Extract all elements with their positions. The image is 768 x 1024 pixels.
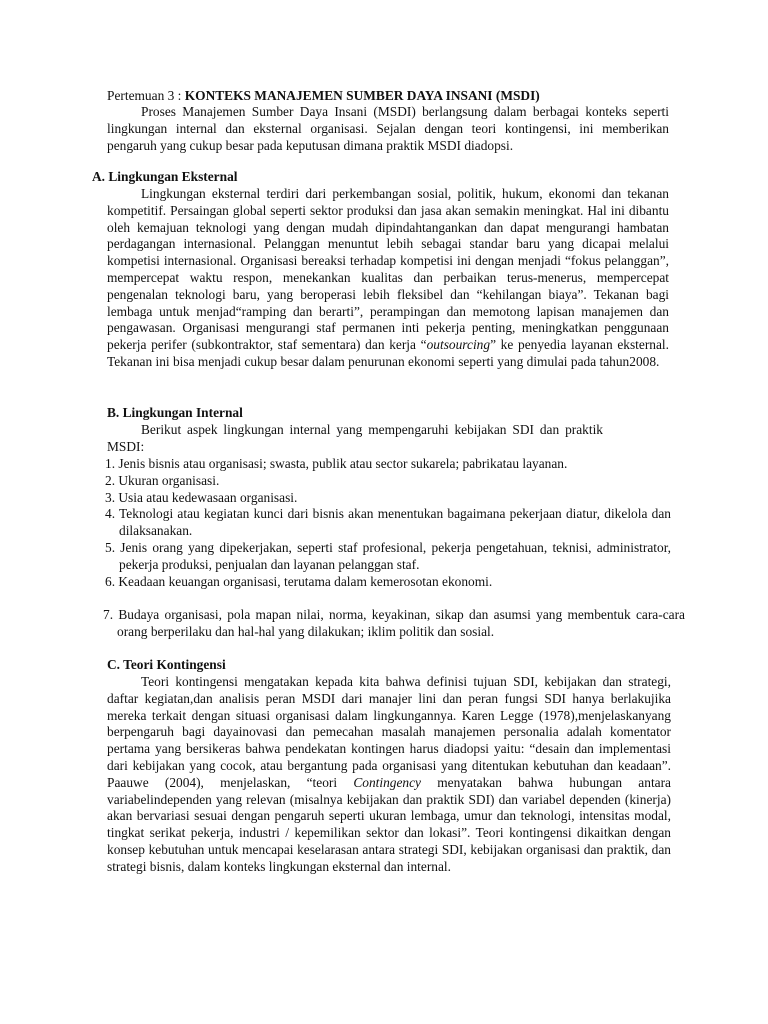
section-a-heading: A. Lingkungan Eksternal xyxy=(92,169,238,184)
list-item: 4. Teknologi atau kegiatan kunci dari bisnis akan menentukan bagaimana pekerjaan diatur, dikelola dan dilaksanakan. xyxy=(105,506,671,539)
section-b-intro: Berikut aspek lingkungan internal yang mempengaruhi kebijakan SDI dan praktik MSDI: xyxy=(107,422,603,454)
list-item: 7. Budaya organisasi, pola mapan nilai, norma, keyakinan, sikap dan asumsi yang membentuk cara-cara orang berperilaku dan hal-hal yang dilakukan; iklim politik dan sosial. xyxy=(103,607,685,639)
list-item: 1. Jenis bisnis atau organisasi; swasta, publik atau sector sukarela; pabrikatau layanan. xyxy=(105,456,568,471)
intro-paragraph: Proses Manajemen Sumber Daya Insani (MSDI) berlangsung dalam berbagai konteks seperti lingkungan internal dan eksternal organisasi. Sejalan dengan teori kontingensi, ini memberikan pengaruh yang cukup besar pada keputusan dimana praktik MSDI diadopsi. xyxy=(107,104,669,153)
section-b-list xyxy=(105,456,671,590)
page-title: Pertemuan 3 : KONTEKS MANAJEMEN SUMBER DAYA INSANI (MSDI) xyxy=(107,88,540,103)
section-a-paragraph: Lingkungan eksternal terdiri dari perkembangan sosial, politik, hukum, ekonomi dan tekanan kompetitif. Persaingan global seperti sektor produksi dan jasa akan semakin meningkat. Hal ini dibantu oleh kemajuan teknologi yang dengan mudah dipindahtangankan dan dapat mengurangi hambatan perdagangan internasional. Pelanggan menuntut lebih sebagai standar baru yang dicapai melalui kompetisi internasional. Organisasi bereaksi terhadap kompetisi ini dengan menjadi “fokus pelanggan”, mempercepat waktu respon, menekankan kualitas dan perbaikan terus-menerus, mempercepat pengenalan teknologi baru, yang beroperasi lebih fleksibel dan “kehilangan biaya”. Tekanan bagi lembaga untuk menjad“ramping dan berarti”, perampingan dan memotong lapisan manajemen dan pengawasan. Organisasi mengurangi staf permanen inti pekerja penting, meningkatkan penggunaan pekerja perifer (subkontraktor, staf sementara) dan kerja “outsourcing” ke penyedia layanan eksternal. Tekanan ini bisa menjadi cukup besar dalam penurunan ekonomi seperti yang dimulai pada tahun2008. xyxy=(107,186,669,369)
page-title-main: KONTEKS MANAJEMEN SUMBER DAYA INSANI (MSDI) xyxy=(184,88,540,103)
list-item: 3. Usia atau kedewasaan organisasi. xyxy=(105,489,298,505)
list-item: 2. Ukuran organisasi. xyxy=(105,472,220,488)
section-c-paragraph: Teori kontingensi mengatakan kepada kita bahwa definisi tujuan SDI, kebijakan dan strategi, daftar kegiatan,dan analisis peran MSDI dari manajer lini dan peran fungsi SDI hanya berlakujika mereka terkait dengan situasi organisasi dalam lingkungannya. Karen Legge (1978),menjelaskanyang berpengaruh bagi dayainovasi dan pemecahan masalah manajemen personalia adalah komentator pertama yang bersikeras bahwa pendekatan kontingen harus diadopsi yaitu: “desain dan implementasi dari kebijakan yang cocok, atau bergantung pada organisasi yang ditentukan kebutuhan dan keadaan”. Paauwe (2004), menjelaskan, “teori Contingency menyatakan bahwa hubungan antara variabelindependen yang relevan (misalnya kebijakan dan praktik SDI) dan variabel dependen (kinerja) akan bervariasi sesuai dengan pengaruh seperti ukuran lembaga, umur dan teknologi, intensitas modal, tingkat serikat pekerja, industri / kepemilikan sektor dan lokasi”. Teori kontingensi dikaitkan dengan konsep kebutuhan untuk mencapai keselarasan antara strategi SDI, kebijakan organisasi dan praktik, dan strategi bisnis, dalam konteks lingkungan eksternal dan internal. xyxy=(107,674,672,874)
list-item: 5. Jenis orang yang dipekerjakan, seperti staf profesional, pekerja pengetahuan, teknisi, administrator, pekerja produksi, penjualan dan layanan pelanggan staf. xyxy=(105,539,671,572)
section-c-heading: C. Teori Kontingensi xyxy=(107,657,226,672)
section-b-heading: B. Lingkungan Internal xyxy=(107,405,243,420)
list-item: 6. Keadaan keuangan organisasi, terutama dalam kemerosotan ekonomi. xyxy=(105,573,493,589)
